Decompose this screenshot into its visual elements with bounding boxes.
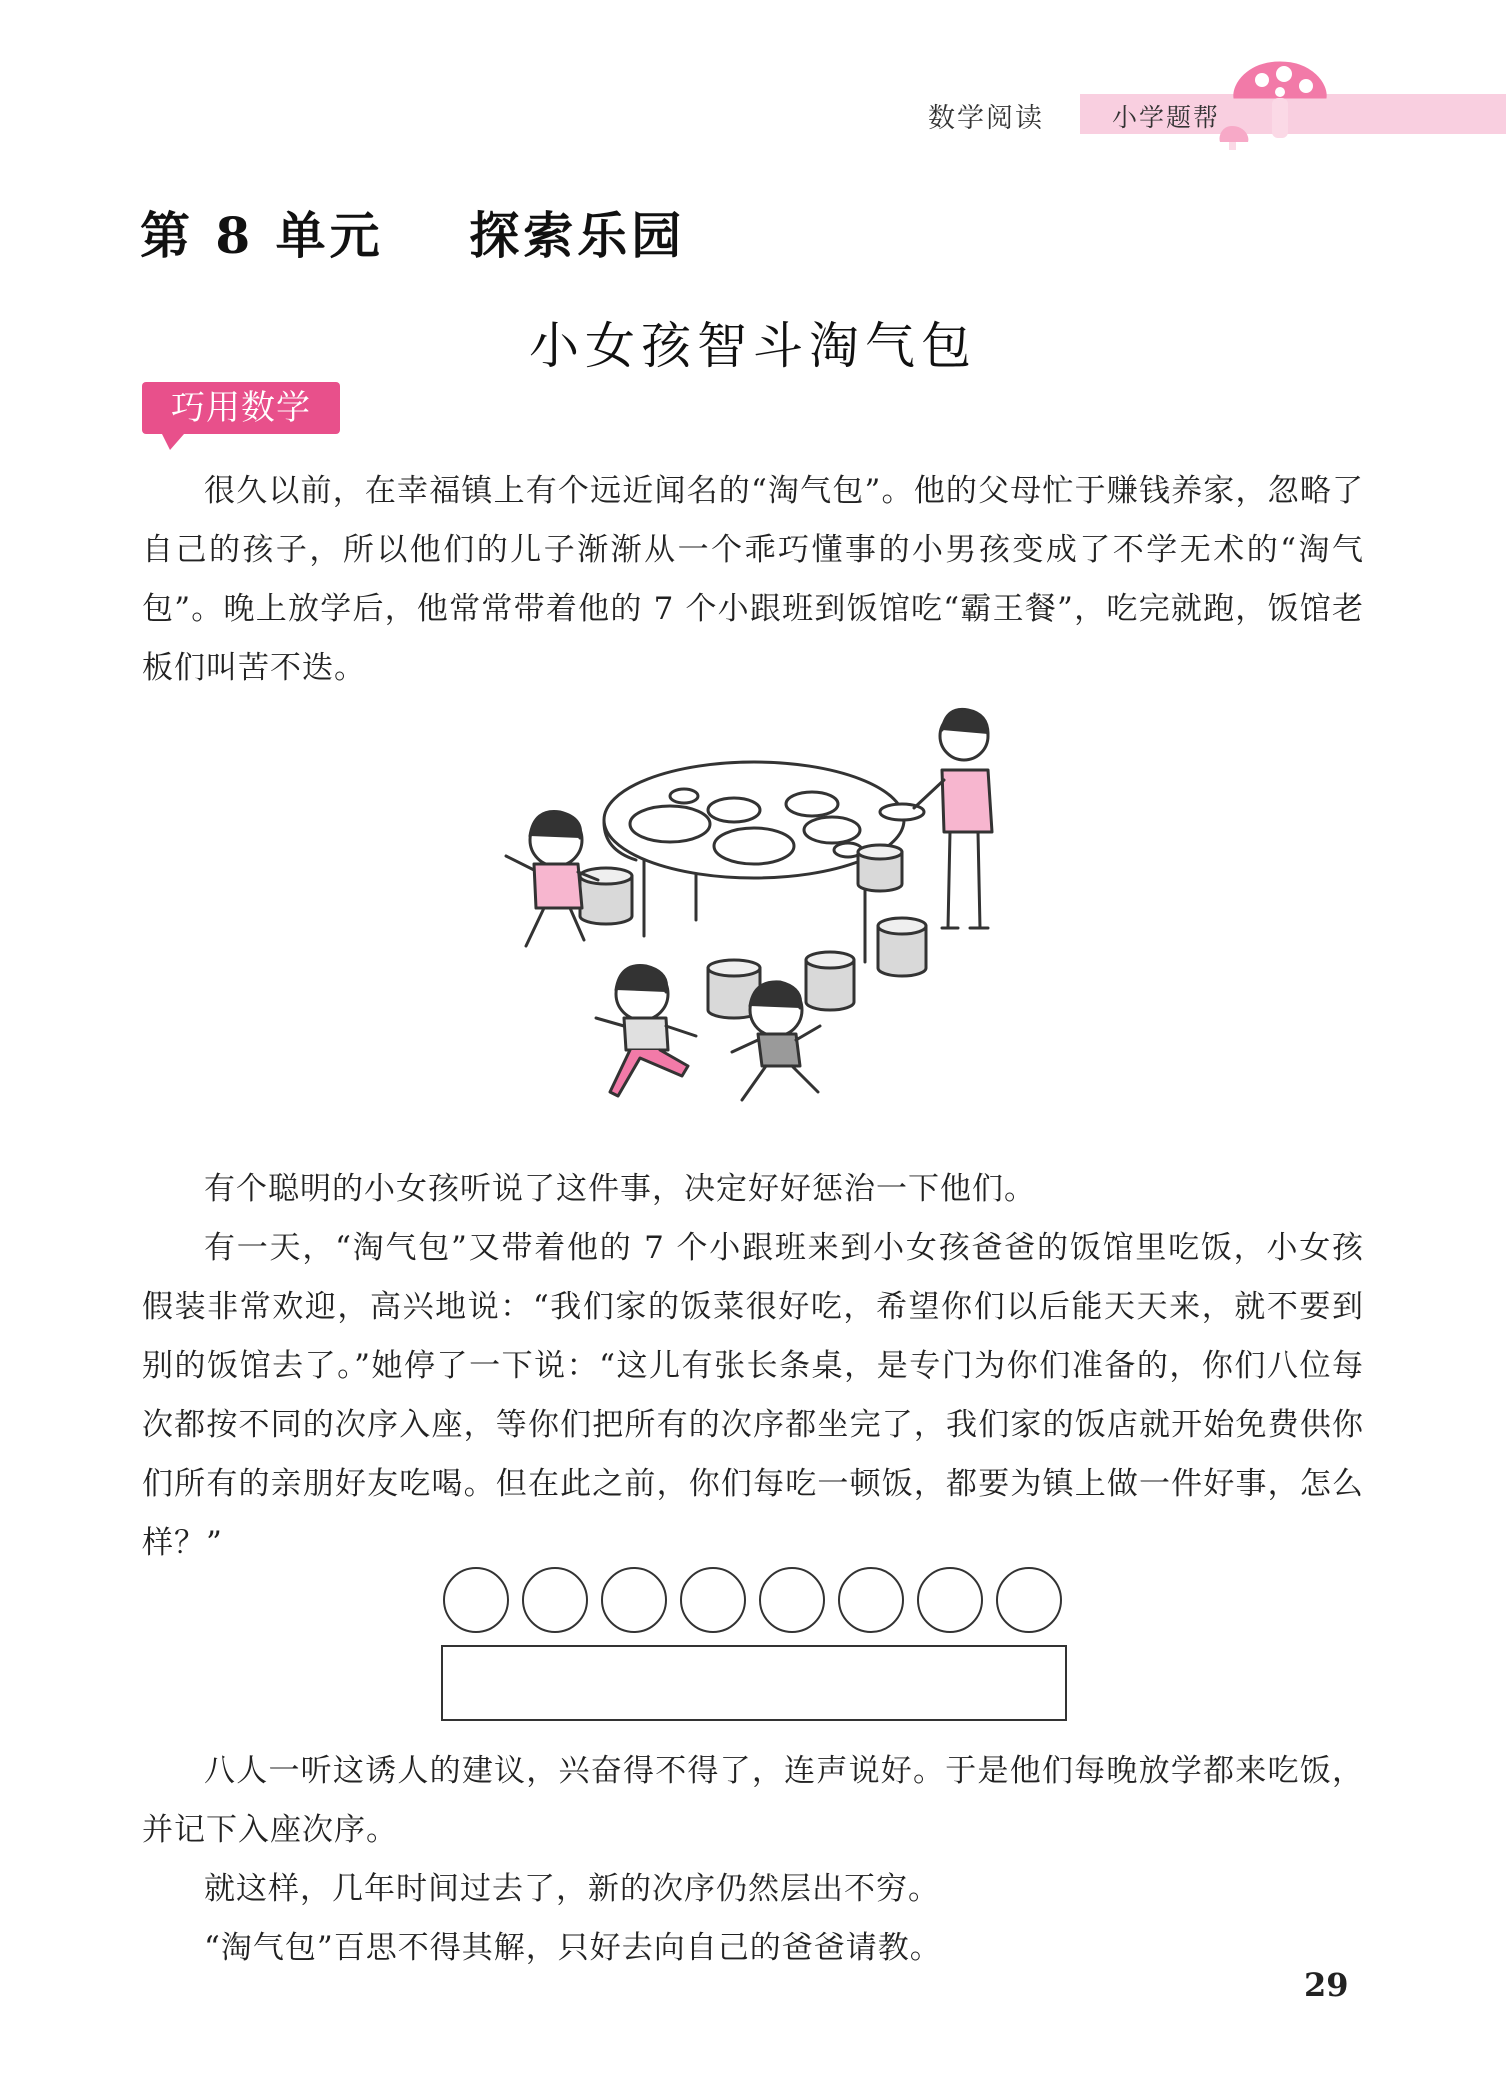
page-number: 29 — [1304, 1966, 1349, 2004]
mushroom-icon — [1218, 54, 1338, 150]
paragraph: 八人一听这诱人的建议，兴奋得不得了，连声说好。于是他们每晚放学都来吃饭，并记下入座次序。 — [142, 1753, 1364, 1848]
paragraph: 有一天，“淘气包”又带着他的 7 个小跟班来到小女孩爸爸的饭馆里吃饭，小女孩假装非常欢迎，高兴地说：“我们家的饭菜很好吃，希望你们以后能天天来，就不要到别的饭馆去了。”她停了一下说：“这儿有张长条桌，是专门为你们准备的，你们八位每次都按不同的次序入座，等你们把所有的次序都坐完了，我们家的饭店就开始免费供你们所有的亲朋好友吃喝。但在此之前，你们每吃一顿饭，都要为镇上做一件好事，怎么样？” — [142, 1230, 1364, 1561]
story-text-ending — [142, 1742, 1364, 1978]
seat-circle — [839, 1568, 903, 1632]
paragraph: 就这样，几年时间过去了，新的次序仍然层出不穷。 — [204, 1871, 940, 1907]
header-book-title: 数学阅读 — [928, 103, 1044, 134]
long-table-seating-diagram — [430, 1564, 1070, 1724]
unit-title: 第 8 单元 探索乐园 — [140, 206, 686, 265]
seat-circle — [523, 1568, 587, 1632]
long-table — [442, 1646, 1066, 1720]
seat-circle — [444, 1568, 508, 1632]
seat-circle — [918, 1568, 982, 1632]
paragraph: 有个聪明的小女孩听说了这件事，决定好好惩治一下他们。 — [204, 1171, 1036, 1207]
paragraph: 很久以前，在幸福镇上有个远近闻名的“淘气包”。他的父母忙于赚钱养家，忽略了自己的孩子，所以他们的儿子渐渐从一个乖巧懂事的小男孩变成了不学无术的“淘气包”。晚上放学后，他常常带着他的 7 个小跟班到饭馆吃“霸王餐”，吃完就跑，饭馆老板们叫苦不迭。 — [142, 473, 1364, 686]
header-series-label: 小学题帮 — [1112, 103, 1221, 132]
story-text-intro — [142, 462, 1364, 698]
seat-circle — [760, 1568, 824, 1632]
restaurant-illustration — [500, 700, 1020, 1130]
section-tag-label: 巧用数学 — [171, 388, 311, 428]
seat-circle — [681, 1568, 745, 1632]
seat-circle — [602, 1568, 666, 1632]
story-title: 小女孩智斗淘气包 — [529, 317, 977, 375]
story-text-middle — [142, 1160, 1364, 1573]
section-tag — [142, 382, 340, 434]
paragraph: “淘气包”百思不得其解，只好去向自己的爸爸请教。 — [204, 1930, 942, 1966]
seat-circle — [997, 1568, 1061, 1632]
